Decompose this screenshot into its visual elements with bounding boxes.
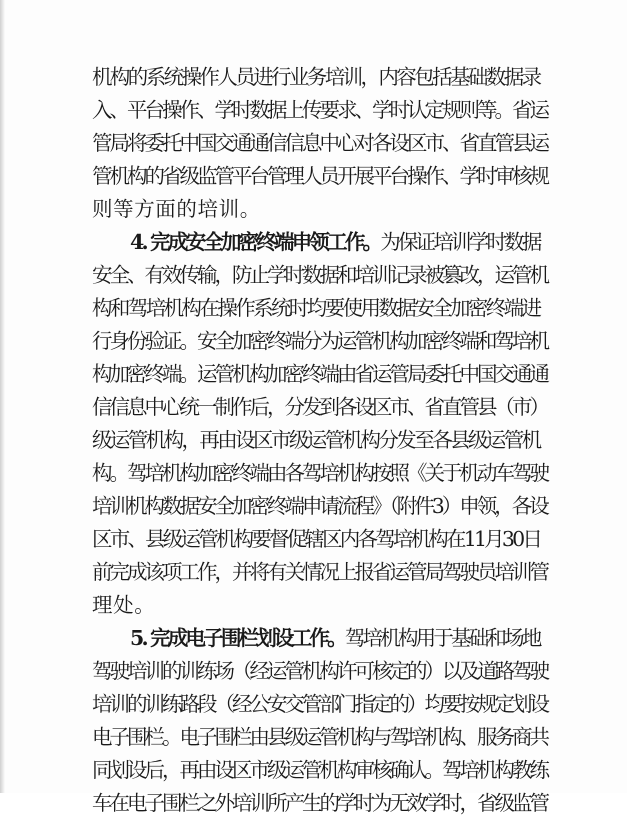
section-5-intro-text: 驾培机构用于基础和场地 bbox=[344, 626, 540, 650]
text-line: 培训机构数据安全加密终端申请流程》（附件3）申领，各设 bbox=[92, 494, 547, 518]
text-line: 行身份验证。安全加密终端分为运管机构加密终端和驾培机 bbox=[92, 329, 547, 353]
scan-edge-shadow bbox=[0, 0, 5, 793]
text-line: 管局将委托中国交通通信信息中心对各设区市、省直管县运 bbox=[92, 131, 547, 155]
text-line: 安全、有效传输，防止学时数据和培训记录被篡改，运管机 bbox=[92, 263, 547, 287]
text-line: 机构的系统操作人员进行业务培训，内容包括基础数据录 bbox=[92, 65, 540, 89]
text-line: 前完成该项工作，并将有关情况上报省运管局驾驶员培训管 bbox=[92, 560, 547, 584]
text-line: 构。驾培机构加密终端由各驾培机构按照《关于机动车驾驶 bbox=[92, 461, 547, 485]
section-4-heading: 4. 完成安全加密终端申领工作。 bbox=[130, 230, 381, 254]
section-5-heading: 5. 完成电子围栏划设工作。 bbox=[130, 626, 345, 650]
text-line: 构和驾培机构在操作系统时均要使用数据安全加密终端进 bbox=[92, 296, 540, 320]
text-line: 区市、县级运管机构要督促辖区内各驾培机构在11月30日 bbox=[92, 527, 541, 551]
text-line: 管机构的省级监管平台管理人员开展平台操作、学时审核规 bbox=[92, 164, 547, 188]
text-line: 构加密终端。运管机构加密终端由省运管局委托中国交通通 bbox=[92, 362, 547, 386]
text-line: 同划设后，再由设区市级运管机构审核确认。驾培机构教练 bbox=[92, 758, 547, 782]
text-line: 电子围栏。电子围栏由县级运管机构与驾培机构、服务商共 bbox=[92, 725, 547, 749]
text-line: 级运管机构，再由设区市级运管机构分发至各县级运管机 bbox=[92, 428, 540, 452]
text-line: 则等方面的培训。 bbox=[92, 197, 261, 221]
text-line: 理处。 bbox=[92, 593, 156, 617]
section-4-intro-text: 为保证培训学时数据 bbox=[380, 230, 540, 254]
text-line: 入、平台操作、学时数据上传要求、学时认定规则等。省运 bbox=[92, 98, 547, 122]
section-4-first-line bbox=[130, 227, 544, 257]
text-line: 培训的训练路段（经公安交管部门指定的）均要按规定划设 bbox=[92, 692, 547, 716]
text-line: 驾驶培训的训练场（经运管机构许可核定的）以及道路驾驶 bbox=[92, 659, 547, 683]
text-line: 信信息中心统一制作后，分发到各设区市、省直管县（市） bbox=[92, 395, 547, 419]
text-line: 车在电子围栏之外培训所产生的学时为无效学时，省级监管 bbox=[92, 791, 547, 815]
section-5-first-line bbox=[130, 623, 544, 653]
